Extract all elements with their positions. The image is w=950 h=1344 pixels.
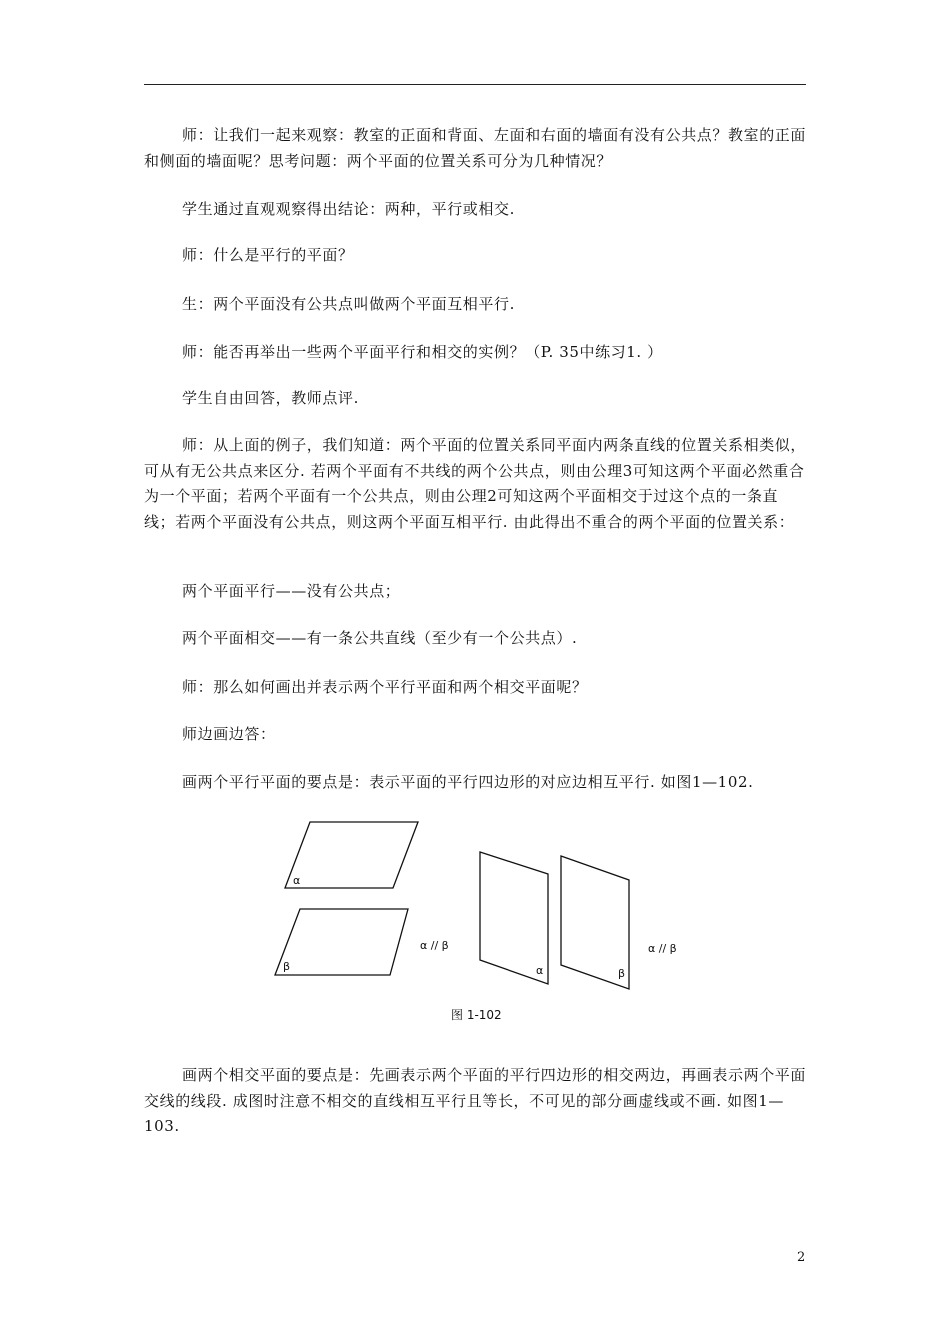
paragraph-1: 师：让我们一起来观察：教室的正面和背面、左面和右面的墙面有没有公共点？教室的正面和侧面的墙面呢？思考问题：两个平面的位置关系可分为几种情况？ bbox=[144, 126, 807, 170]
paragraph-12: 画两个平行平面的要点是：表示平面的平行四边形的对应边相互平行. 如图1—102. bbox=[182, 773, 754, 791]
left-parallel-label: α // β bbox=[420, 939, 449, 952]
right-alpha-label: α bbox=[536, 964, 544, 977]
right-beta-label: β bbox=[618, 967, 626, 980]
figure-1-102 bbox=[270, 812, 700, 1032]
paragraph-5: 师：能否再举出一些两个平面平行和相交的实例？（P. 35中练习1. ） bbox=[182, 343, 663, 361]
header-rule bbox=[144, 84, 806, 85]
paragraph-2: 学生通过直观观察得出结论：两种，平行或相交. bbox=[182, 200, 515, 218]
paragraph-11: 师边画边答： bbox=[182, 725, 276, 743]
parallel-planes-diagram bbox=[270, 812, 700, 1032]
right-parallel-label: α // β bbox=[648, 942, 677, 955]
paragraph-9: 两个平面相交——有一条公共直线（至少有一个公共点）. bbox=[182, 629, 578, 647]
paragraph-4: 生：两个平面没有公共点叫做两个平面互相平行. bbox=[182, 295, 515, 313]
paragraph-3: 师：什么是平行的平面？ bbox=[182, 246, 354, 264]
paragraph-13: 画两个相交平面的要点是：先画表示两个平面的平行四边形的相交两边，再画表示两个平面交线的线段. 成图时注意不相交的直线相互平行且等长，不可见的部分画虚线或不画. 如图1—103. bbox=[144, 1066, 807, 1135]
left-alpha-label: α bbox=[293, 874, 301, 887]
page-number: 2 bbox=[797, 1250, 806, 1265]
figure-caption: 图 1-102 bbox=[451, 1008, 502, 1022]
paragraph-8: 两个平面平行——没有公共点； bbox=[182, 582, 401, 600]
left-lower-parallelogram bbox=[275, 909, 408, 975]
paragraph-7: 师：从上面的例子，我们知道：两个平面的位置关系同平面内两条直线的位置关系相类似，可从有无公共点来区分. 若两个平面有不共线的两个公共点，则由公理3可知这两个平面必然重合为一个平面；若两个平面有一个公共点，则由公理2可知这两个平面相交于过这个点的一条直线；若两个平面没有公共点，则这两个平面互相平行. 由此得出不重合的两个平面的位置关系： bbox=[144, 436, 807, 531]
left-beta-label: β bbox=[283, 960, 291, 973]
paragraph-10: 师：那么如何画出并表示两个平行平面和两个相交平面呢？ bbox=[182, 678, 588, 696]
left-upper-parallelogram bbox=[285, 822, 418, 888]
paragraph-6: 学生自由回答，教师点评. bbox=[182, 389, 359, 407]
